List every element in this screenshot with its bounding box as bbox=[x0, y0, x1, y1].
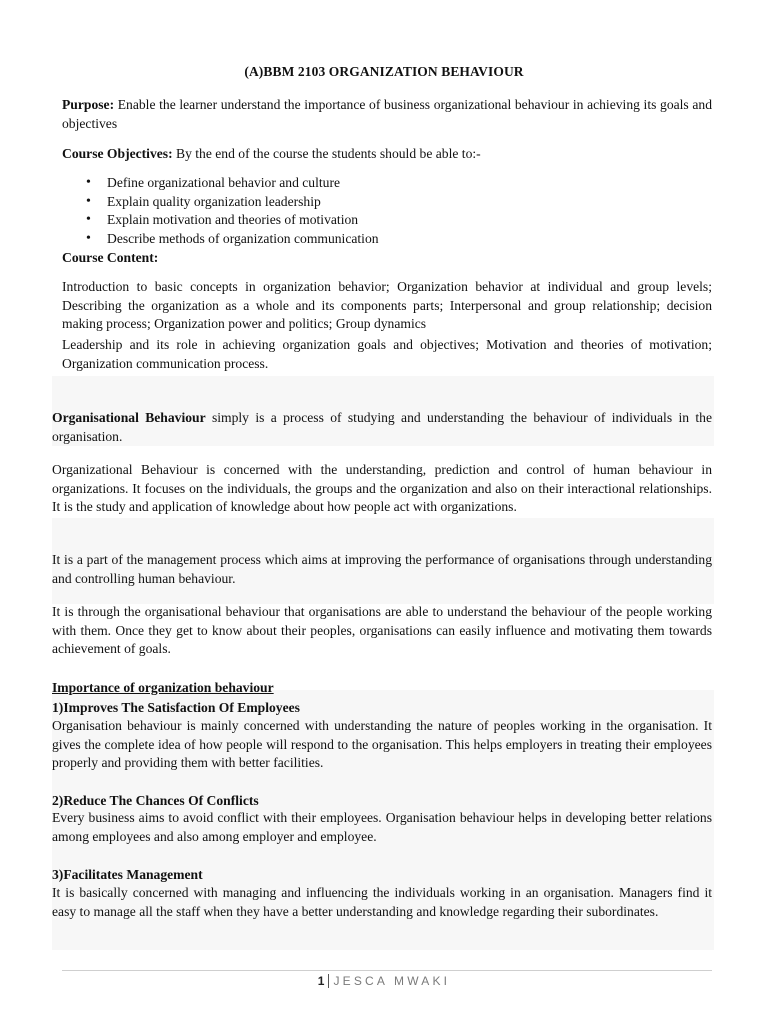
list-item: • Explain quality organization leadership bbox=[62, 193, 712, 212]
list-item: • Explain motivation and theories of motivation bbox=[62, 211, 712, 230]
ob-label: Organisational Behaviour bbox=[52, 410, 206, 425]
management-process-paragraph: It is a part of the management process which aims at improving the performance of organisations through understanding and controlling human behaviour. bbox=[52, 552, 712, 586]
course-content-paragraph-2: Leadership and its role in achieving organization goals and objectives; Motivation and theories of motivation; Organization communication process. bbox=[62, 337, 712, 371]
purpose-text: Enable the learner understand the importance of business organizational behaviour in achieving its goals and objectives bbox=[62, 97, 712, 131]
objectives-list bbox=[62, 174, 712, 248]
objectives-intro bbox=[62, 145, 712, 164]
section-heading-1: 1)Improves The Satisfaction Of Employees bbox=[52, 700, 300, 715]
section-heading-3: 3)Facilitates Management bbox=[52, 867, 203, 882]
document-title: (A)BBM 2103 ORGANIZATION BEHAVIOUR bbox=[244, 64, 524, 79]
understanding-paragraph: It is through the organisational behaviour that organisations are able to understand the behaviour of the people working with them. Once they get to know about their peoples, organisations can easily influence and motivating them towards achievement of goals. bbox=[52, 604, 712, 657]
objectives-text: By the end of the course the students should be able to:- bbox=[172, 146, 481, 161]
page-number: 1 bbox=[317, 974, 325, 988]
section-text-3: It is basically concerned with managing and influencing the individuals working in an organisation. Managers find it easy to manage all the staff when they have a better understanding and knowledge regarding their subordinates. bbox=[52, 885, 712, 919]
course-content-paragraph: Introduction to basic concepts in organization behavior; Organization behavior at individual and group levels; Describing the organization as a whole and its components parts; Interpersonal and group relationship; decision making process; Organization power and politics; Group dynamics bbox=[62, 279, 712, 332]
section-text-1: Organisation behaviour is mainly concerned with understanding the nature of peoples working in the organisation. It gives the complete idea of how people will respond to the organisation. This helps employers in treating their employees properly and providing them with better facilities. bbox=[52, 718, 712, 771]
ob-concern-paragraph: Organizational Behaviour is concerned with the understanding, prediction and control of human behaviour in organizations. It focuses on the individuals, the groups and the organization and also on their interactional relationships. It is the study and application of knowledge about how people act with organizations. bbox=[52, 462, 712, 515]
purpose-paragraph bbox=[62, 96, 712, 133]
footer-separator bbox=[328, 974, 329, 988]
section-text-2: Every business aims to avoid conflict with their employees. Organisation behaviour helps in developing better relations among employees and also among employer and employee. bbox=[52, 810, 712, 844]
section-heading-2: 2)Reduce The Chances Of Conflicts bbox=[52, 793, 259, 808]
page-footer bbox=[0, 974, 768, 988]
ob-text: simply is a process of studying and understanding the behaviour of individuals in the organisation. bbox=[52, 410, 712, 444]
course-content-heading: Course Content: bbox=[62, 250, 159, 265]
footer-author: JESCA MWAKI bbox=[333, 974, 451, 988]
list-item: • Define organizational behavior and culture bbox=[62, 174, 712, 193]
objectives-label: Course Objectives: bbox=[62, 146, 173, 161]
purpose-label: Purpose: bbox=[62, 97, 115, 112]
ob-definition-paragraph bbox=[52, 409, 712, 446]
list-item: • Describe methods of organization communication bbox=[62, 230, 712, 249]
footer-divider bbox=[62, 970, 712, 971]
importance-heading: Importance of organization behaviour bbox=[52, 680, 274, 695]
